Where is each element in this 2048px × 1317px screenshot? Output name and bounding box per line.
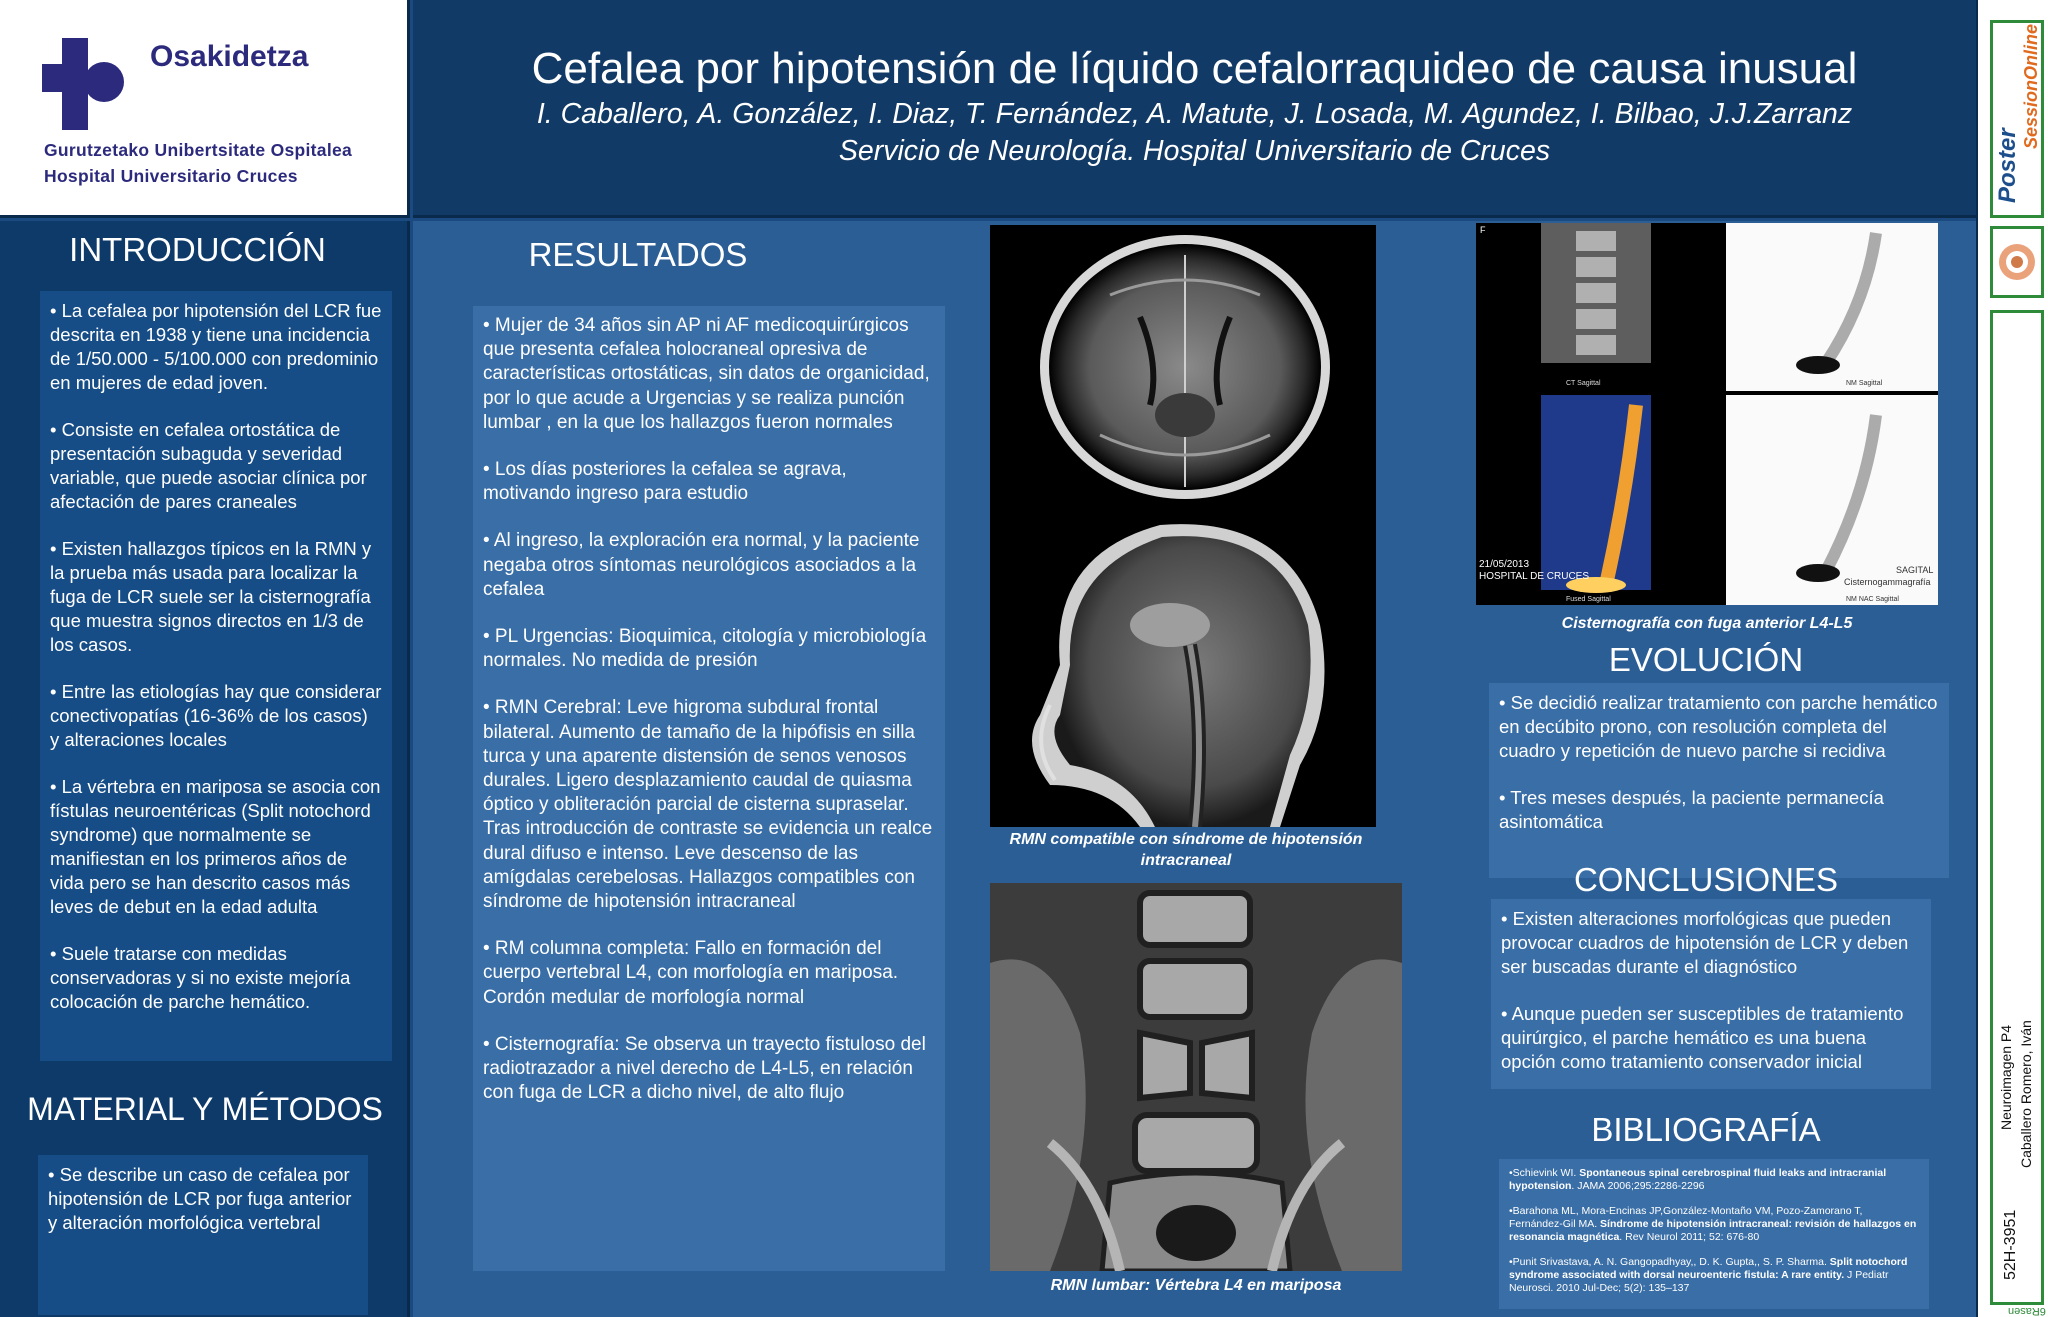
results-item: • Los días posteriores la cefalea se agrava, motivando ingreso para estudio	[483, 459, 847, 505]
cisterno-label: Cisternogammagrafía	[1844, 577, 1931, 587]
cisterno-nmnac-image	[1726, 395, 1938, 605]
intro-item: • Consiste en cefalea ortostática de presentación subaguda y severidad variable, que puede asociar clínica por afectación de pares craneales	[50, 419, 367, 512]
cisterno-label-ct: CT Sagittal	[1566, 380, 1601, 387]
cisterno-sagital: SAGITAL	[1896, 565, 1934, 575]
session-author: Caballero Romero, Iván	[2018, 1020, 2034, 1168]
session-sen: 6Rasen	[2008, 1305, 2046, 1317]
svg-text:Poster: Poster	[1994, 128, 2021, 203]
material-item: • Se describe un caso de cefalea por hipotensión de LCR por fuga anterior y alteración morfológica vertebral	[48, 1164, 352, 1233]
mri-brain-image	[990, 225, 1376, 827]
cisternography-panel	[1476, 223, 1938, 605]
bibliografia-heading: BIBLIOGRAFÍA	[1591, 1111, 1821, 1148]
society-badge	[1990, 226, 2044, 298]
osakidetza-logo-icon	[42, 38, 138, 130]
intro-item: • Existen hallazgos típicos en la RMN y la prueba más usada para localizar la fuga de LCR suele ser la cisternografía que muestra signos directos en 1/3 de los casos.	[50, 538, 372, 655]
cisterno-label-nmnac: NM NAC Sagittal	[1846, 596, 1899, 603]
conclusiones-box	[1491, 899, 1931, 1089]
conclusiones-heading: CONCLUSIONES	[1573, 861, 1839, 898]
poster-authors: I. Caballero, A. González, I. Diaz, T. Fernández, A. Matute, J. Losada, M. Agundez, I. Bilbao, J.J.Zarranz	[536, 98, 1853, 130]
cisterno-hospital: HOSPITAL DE CRUCES	[1479, 571, 1590, 582]
cisterno-date: 21/05/2013	[1479, 559, 1530, 570]
session-name: Neuroimagen P4	[1998, 1024, 2014, 1130]
evolucion-item: • Se decidió realizar tratamiento con parche hemático en decúbito prono, con resolución completa del cuadro y repetición de nuevo parche si recidiva	[1499, 692, 1938, 761]
mri-lumbar-image	[990, 883, 1402, 1271]
results-item: • Mujer de 34 años sin AP ni AF medicoquirúrgicos que presenta cefalea holocraneal opresiva de características ortostáticas, sin datos de organicidad, por lo que acude a Urgencias y se realiza punción lumbar , en la que los hallazgos fueron normales	[483, 315, 930, 433]
cisterno-nm-image	[1726, 223, 1938, 391]
poster-title: Cefalea por hipotensión de líquido cefalorraquideo de causa inusual	[531, 44, 1858, 93]
bib-ref: •Schievink WI. Spontaneous spinal cerebrospinal fluid leaks and intracranial hypotension. JAMA 2006;295:2286-2296	[1509, 1167, 1887, 1192]
cisterno-ct-image	[1476, 223, 1724, 391]
poster-session-logo-icon	[1993, 23, 2041, 215]
caption-mri-brain: RMN compatible con síndrome de hipotensión intracraneal	[1009, 831, 1363, 869]
caption-mri-lumbar: RMN lumbar: Vértebra L4 en mariposa	[1050, 1277, 1342, 1294]
intro-box	[40, 291, 392, 1061]
results-item: • Cisternografía: Se observa un trayecto fistuloso del radiotrazador a nivel derecho de L4-L5, en relación con fuga de LCR a dicho nivel, de alto flujo	[483, 1033, 926, 1104]
conclusiones-item: • Aunque pueden ser susceptibles de tratamiento quirúrgico, el parche hemático es una buena opción como tratamiento conservador inicial	[1501, 1003, 1904, 1072]
bib-ref: •Punit Srivastava, A. N. Gangopadhyay,, D. K. Gupta,, S. P. Sharma. Split notochord syndrome associated with dorsal neuroenteric fistula: A rare entity. J Pediatr Neurosci. 2010 Jul-Dec; 5(2): 135–137	[1509, 1256, 1908, 1294]
evolucion-heading: EVOLUCIÓN	[1608, 641, 1804, 678]
cisterno-fused-image	[1476, 395, 1724, 605]
society-seal-icon	[1993, 229, 2041, 295]
material-heading: MATERIAL Y MÉTODOS	[27, 1091, 383, 1127]
session-code: 52H-3951	[2002, 1209, 2019, 1280]
results-item: • RM columna completa: Fallo en formación del cuerpo vertebral L4, con morfología en mariposa. Cordón medular de morfología normal	[483, 938, 899, 1008]
intro-heading: INTRODUCCIÓN	[69, 231, 326, 268]
poster-header	[413, 0, 1976, 218]
results-heading: RESULTADOS	[528, 236, 748, 273]
intro-item: • Entre las etiologías hay que considerar conectivopatías (16-36% de los casos) y alteraciones locales	[50, 681, 382, 750]
logo-line-1: Gurutzetako Unibertsitate Ospitalea	[44, 140, 353, 160]
left-column	[0, 221, 410, 1317]
logo-box	[0, 0, 410, 218]
cisterno-label-fused: Fused Sagittal	[1566, 596, 1611, 603]
results-item: • RMN Cerebral: Leve higroma subdural frontal bilateral. Aumento de tamaño de la hipófisis en silla turca y una aparente distensión de senos venosos durales. Ligero desplazamiento caudal de quiasma óptico y obliteración parcial de cisterna supraselar. Tras introducción de contraste se evidencia un realce dural difuso e intenso. Leve descenso de las amígdalas cerebelosas. Hallazgos compatibles con síndrome de hipotensión intracraneal	[483, 697, 933, 913]
results-item: • Al ingreso, la exploración era normal, y la paciente negaba otros síntomas neurológicos asociados a la cefalea	[483, 530, 920, 600]
evolucion-item: • Tres meses después, la paciente permanecía asintomática	[1499, 787, 1884, 832]
results-box	[473, 306, 945, 1271]
intro-item: • La cefalea por hipotensión del LCR fue descrita en 1938 y tiene una incidencia de 1/50.000 - 5/100.000 con predominio en mujeres de edad joven.	[50, 300, 382, 393]
results-item: • PL Urgencias: Bioquimica, citología y microbiología normales. No medida de presión	[483, 626, 927, 672]
conclusiones-item: • Existen alteraciones morfológicas que pueden provocar cuadros de hipotensión de LCR y deben ser buscadas durante el diagnóstico	[1501, 908, 1909, 977]
right-strip	[1976, 0, 2048, 1317]
results-column	[413, 221, 976, 1317]
cisterno-corner-label: F	[1480, 225, 1486, 235]
logo-name: Osakidetza	[150, 40, 309, 73]
svg-text:SessionOnline: SessionOnline	[2021, 23, 2041, 149]
cisterno-label-nm: NM Sagittal	[1846, 380, 1883, 387]
session-info-box	[1990, 310, 2044, 1305]
images-area	[976, 221, 1976, 1317]
poster-affiliation: Servicio de Neurología. Hospital Universitario de Cruces	[838, 135, 1551, 167]
bib-ref: •Barahona ML, Mora-Encinas JP,González-Montaño VM, Pozo-Zamorano T, Fernández-Gil MA. Síndrome de hipotensión intracraneal: revisión de hallazgos en resonancia magnética. Rev Neurol 2011; 52: 676-80	[1509, 1205, 1917, 1243]
material-box	[38, 1155, 368, 1315]
intro-item: • Suele tratarse con medidas conservadoras y si no existe mejoría colocación de parche hemático.	[50, 943, 351, 1012]
logo-line-2: Hospital Universitario Cruces	[44, 166, 298, 186]
poster-session-badge	[1990, 20, 2044, 218]
intro-item: • La vértebra en mariposa se asocia con fístulas neuroentéricas (Split notochord syndrome) que normalmente se manifiestan en los primeros años de vida pero se han descrito casos más leves de debut en la edad adulta	[50, 776, 381, 917]
bibliografia-box	[1499, 1159, 1929, 1309]
evolucion-box	[1489, 683, 1949, 878]
caption-cisterno: Cisternografía con fuga anterior L4-L5	[1561, 615, 1853, 632]
